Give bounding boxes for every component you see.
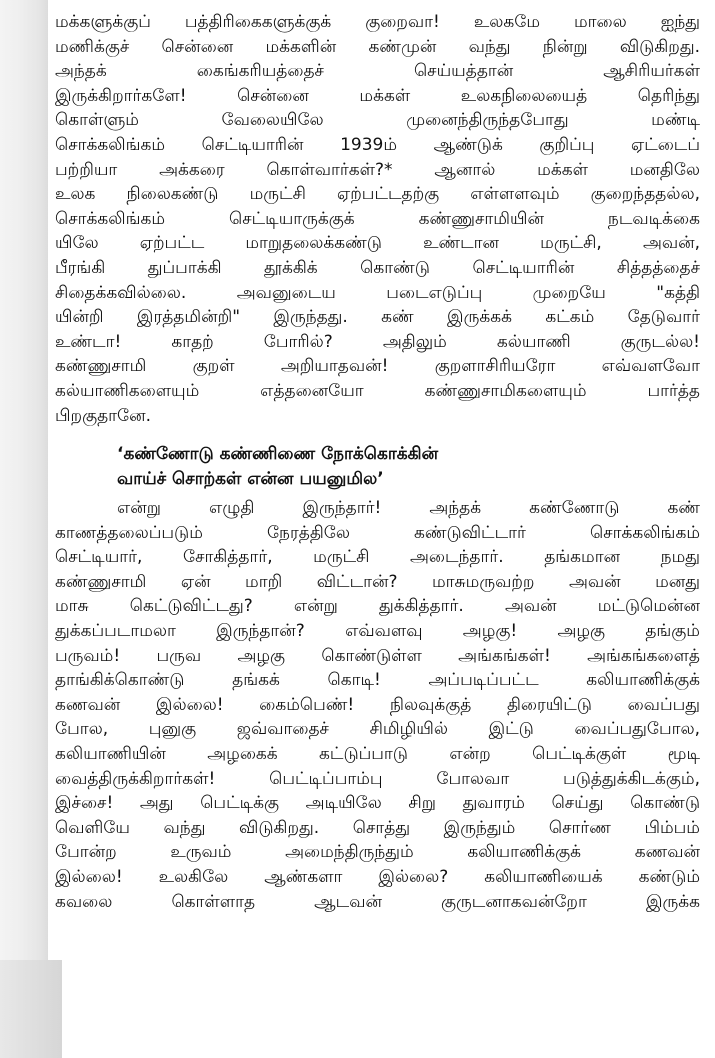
paragraph-1-line: யின்றி இரத்தமின்றி" இருந்தது. கண் இருக்கக் கட்கம் தேடுவார் (55, 307, 700, 328)
paragraph-1-line: உண்டா! காதற் போரில்? அதிலும் கல்யாணி குருடல்ல! (55, 331, 700, 352)
paragraph-2-line: செட்டியார், சோகித்தார், மருட்சி அடைந்தார். தங்கமான நமது (55, 547, 700, 568)
paragraph-1-line: மணிக்குச் சென்னை மக்களின் கண்முன் வந்து நின்று விடுகிறது. (55, 36, 700, 57)
paragraph-1-line: அந்தக் கைங்கரியத்தைச் செய்யத்தான் ஆசிரியர்கள் (55, 61, 700, 82)
paragraph-1-line: கல்யாணிகளையும் எத்தனையோ கண்ணுசாமிகளையும் பார்த்த (55, 380, 700, 401)
scan-binding-shadow-bottom (0, 960, 62, 1058)
paragraph-1-line: கொள்ளும் வேலையிலே முனைந்திருந்தபோது மண்டி (55, 110, 700, 131)
paragraph-2-line: மாசு கெட்டுவிட்டது? என்று துக்கித்தார். அவன் மட்டுமென்ன (55, 596, 700, 617)
couplet-line: ‘கண்ணோடு கண்ணிணை நோக்கொக்கின் (117, 444, 439, 465)
paragraph-1-line: சொக்கலிங்கம் செட்டியாரின் 1939ம் ஆண்டுக் குறிப்பு ஏட்டைப் (55, 134, 700, 155)
paragraph-1-line: கண்ணுசாமி குறள் அறியாதவன்! குறளாசிரியரோ எவ்வளவோ (55, 356, 700, 377)
paragraph-2-line: இல்லை! உலகிலே ஆண்களா இல்லை? கலியாணியைக் கண்டும் (55, 867, 700, 887)
page-body-text (55, 10, 700, 914)
paragraph-1-line: மக்களுக்குப் பத்திரிகைகளுக்குக் குறைவா! உலகமே மாலை ஐந்து (55, 12, 700, 32)
spacer (55, 428, 700, 442)
paragraph-1-line: சொக்கலிங்கம் செட்டியாருக்குக் கண்ணுசாமியின் நடவடிக்கை (55, 208, 700, 229)
paragraph-2-line: கண்ணுசாமி ஏன் மாறி விட்டான்? மாசுமருவற்ற அவன் மனது (55, 571, 700, 592)
paragraph-2-line: கலியாணியின் அழகைக் கட்டுப்பாடு என்ற பெட்டிக்குள் மூடி (55, 744, 700, 765)
paragraph-2-line: வைத்திருக்கிறார்கள்! பெட்டிப்பாம்பு போலவா படுத்துக்கிடக்கும், (55, 768, 700, 789)
paragraph-2-line: காணத்தலைப்படும் நேரத்திலே கண்டுவிட்டார் சொக்கலிங்கம் (55, 522, 700, 543)
paragraph-1-line: சிதைக்கவில்லை. அவனுடைய படைஎடுப்பு முறையே "கத்தி (55, 282, 700, 303)
paragraph-2-line: என்று எழுதி இருந்தார்! அந்தக் கண்ணோடு கண் (117, 498, 700, 519)
paragraph-2-line: இச்சை! அது பெட்டிக்கு அடியிலே சிறு துவாரம் செய்து கொண்டு (55, 793, 700, 814)
paragraph-2-line: போன்ற உருவம் அமைந்திருந்தும் கலியாணிக்குக் கணவன் (55, 842, 700, 863)
paragraph-2-line: பருவம்! பருவ அழகு கொண்டுள்ள அங்கங்கள்! அங்கங்களைத் (55, 645, 700, 666)
paragraph-2-line: வெளியே வந்து விடுகிறது. சொத்து இருந்தும் சொர்ண பிம்பம் (55, 817, 700, 838)
paragraph-1 (55, 10, 700, 428)
paragraph-2-line: கவலை கொள்ளாத ஆடவன் குருடனாகவன்றோ இருக்க (55, 891, 700, 912)
paragraph-2-line: போல, புனுகு ஜவ்வாதைச் சிமிழியில் இட்டு வைப்பதுபோல, (55, 719, 700, 740)
paragraph-2-line: கணவன் இல்லை! கைம்பெண்! நிலவுக்குத் திரையிட்டு வைப்பது (55, 694, 700, 715)
paragraph-2 (55, 496, 700, 914)
paragraph-1-line: யிலே ஏற்பட்ட மாறுதலைக்கண்டு உண்டான மருட்சி, அவன், (55, 233, 700, 254)
paragraph-1-line: பற்றியா அக்கரை கொள்வார்கள்?* ஆனால் மக்கள் மனதிலே (55, 159, 700, 180)
paragraph-2-line: தாங்கிக்கொண்டு தங்கக் கொடி! அப்படிப்பட்ட கலியாணிக்குக் (55, 670, 700, 691)
couplet-line: வாய்ச் சொற்கள் என்ன பயனுமில’ (117, 469, 384, 490)
paragraph-1-line: பீரங்கி துப்பாக்கி தூக்கிக் கொண்டு செட்டியாரின் சித்தத்தைச் (55, 257, 700, 278)
quoted-couplet (55, 442, 700, 492)
paragraph-1-line: பிறகுதானே. (55, 405, 151, 426)
paragraph-1-line: இருக்கிறார்களே! சென்னை மக்கள் உலகநிலையைத் தெரிந்து (55, 85, 700, 106)
scan-binding-shadow (0, 0, 48, 1058)
paragraph-1-line: உலக நிலைகண்டு மருட்சி ஏற்பட்டதற்கு எள்ளளவும் குறைந்ததல்ல, (55, 184, 700, 205)
paragraph-2-line: துக்கப்படாமலா இருந்தான்? எவ்வளவு அழகு! அழகு தங்கும் (55, 621, 700, 642)
